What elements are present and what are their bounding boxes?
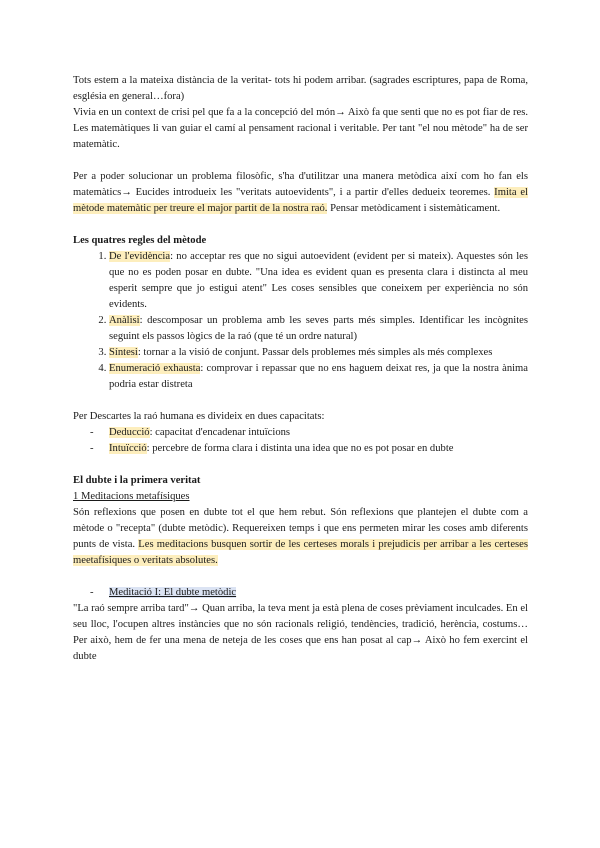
rule-item: 2. Anàlisi: descomposar un problema amb les seves parts més simples. Identificar les incògnites seguint els passos lògics de la raó (que té un ordre natural) xyxy=(109,313,528,345)
rule-item: 4. Enumeració exhausta: comprovar i repassar que no ens haguem deixat res, ja que la nostra ànima podria estar distreta xyxy=(109,361,528,393)
capacity-item: - Deducció: capacitat d'encadenar intuïcions xyxy=(90,427,291,438)
paragraph-method: Per a poder solucionar un problema filosòfic, s'ha d'utilitzar una manera metòdica així com ho fan els matemàtics→ Eucides introdueix les "veritats autoevidents", i a partir d'elles dedueix teoremes. Imita el mètode matemàtic per treure el major partit de la nostra raó. Pensar metòdicament i sistemàticament. xyxy=(73,171,528,214)
paragraph-capacities: Per Descartes la raó humana es divideix en dues capacitats: xyxy=(73,411,325,422)
rule-item: 1. De l'evidència: no acceptar res que no sigui autoevident (evident per si mateix). Aquestes són les que no es poden posar en dubte. "Una idea es evident quan es presenta clara i distincta al meu esperit sempre que jo estigui atent" Les coses sensibles que coneixem per experiència no són evidents. xyxy=(109,249,528,313)
paragraph-truth: Tots estem a la mateixa distància de la veritat- tots hi podem arribar. (sagrades escriptures, papa de Roma, església en general…fora) xyxy=(73,75,528,102)
paragraph-context: Vivia en un context de crisi pel que fa a la concepció del món→ Això fa que senti que no es pot fiar de res. Les matemàtiques li van guiar el camí al pensament racional i veritable. Per tant "el nou mètode" ha de ser matemàtic. xyxy=(73,107,528,150)
paragraph-meditations: Són reflexions que posen en dubte tot el que hem rebut. Són reflexions que plantejen el dubte com a mètode o "recepta" (dubte metòdic). Requereixen temps i que ens permeten mirar les coses amb diferents punts de vista. Les meditacions busquen sortir de les certeses morals i prejudicis per arribar a les certeses meetafísiques o veritats absolutes. xyxy=(73,507,529,566)
document-body xyxy=(73,73,528,665)
rules-list xyxy=(73,249,528,393)
capacities-list xyxy=(73,425,528,457)
meditation-label: Meditació I: El dubte metòdic xyxy=(109,587,237,598)
subheading-meditations: 1 Meditacions metafísiques xyxy=(73,491,190,502)
highlight-meditations: Les meditacions busquen sortir de les certeses morals i prejudicis per arribar a les certeses meetafísiques o veritats absolutes. xyxy=(73,539,529,566)
meditation-item: - Meditació I: El dubte metòdic xyxy=(90,587,237,598)
heading-rules: Les quatres regles del mètode xyxy=(73,235,207,246)
heading-doubt: El dubte i la primera veritat xyxy=(73,475,201,486)
capacity-item: - Intuïcció: percebre de forma clara i distinta una idea que no es pot posar en dubte xyxy=(90,443,454,454)
highlight-method: Imita el mètode matemàtic per treure el major partit de la nostra raó. xyxy=(73,187,528,214)
rule-item: 3. Síntesi: tornar a la visió de conjunt. Passar dels problemes més simples als més complexes xyxy=(109,345,528,361)
meditation-list xyxy=(73,585,528,601)
paragraph-reason: "La raó sempre arriba tard"→ Quan arriba, la teva ment ja està plena de coses prèviament inculcades. En el seu lloc, l'ocupen altres instàncies que no són racionals religió, tendències, tradició, herència, costums… Per això, hem de fer una mena de neteja de les coses que ens han posat al cap→ Això ho fem exercint el dubte xyxy=(73,603,528,662)
